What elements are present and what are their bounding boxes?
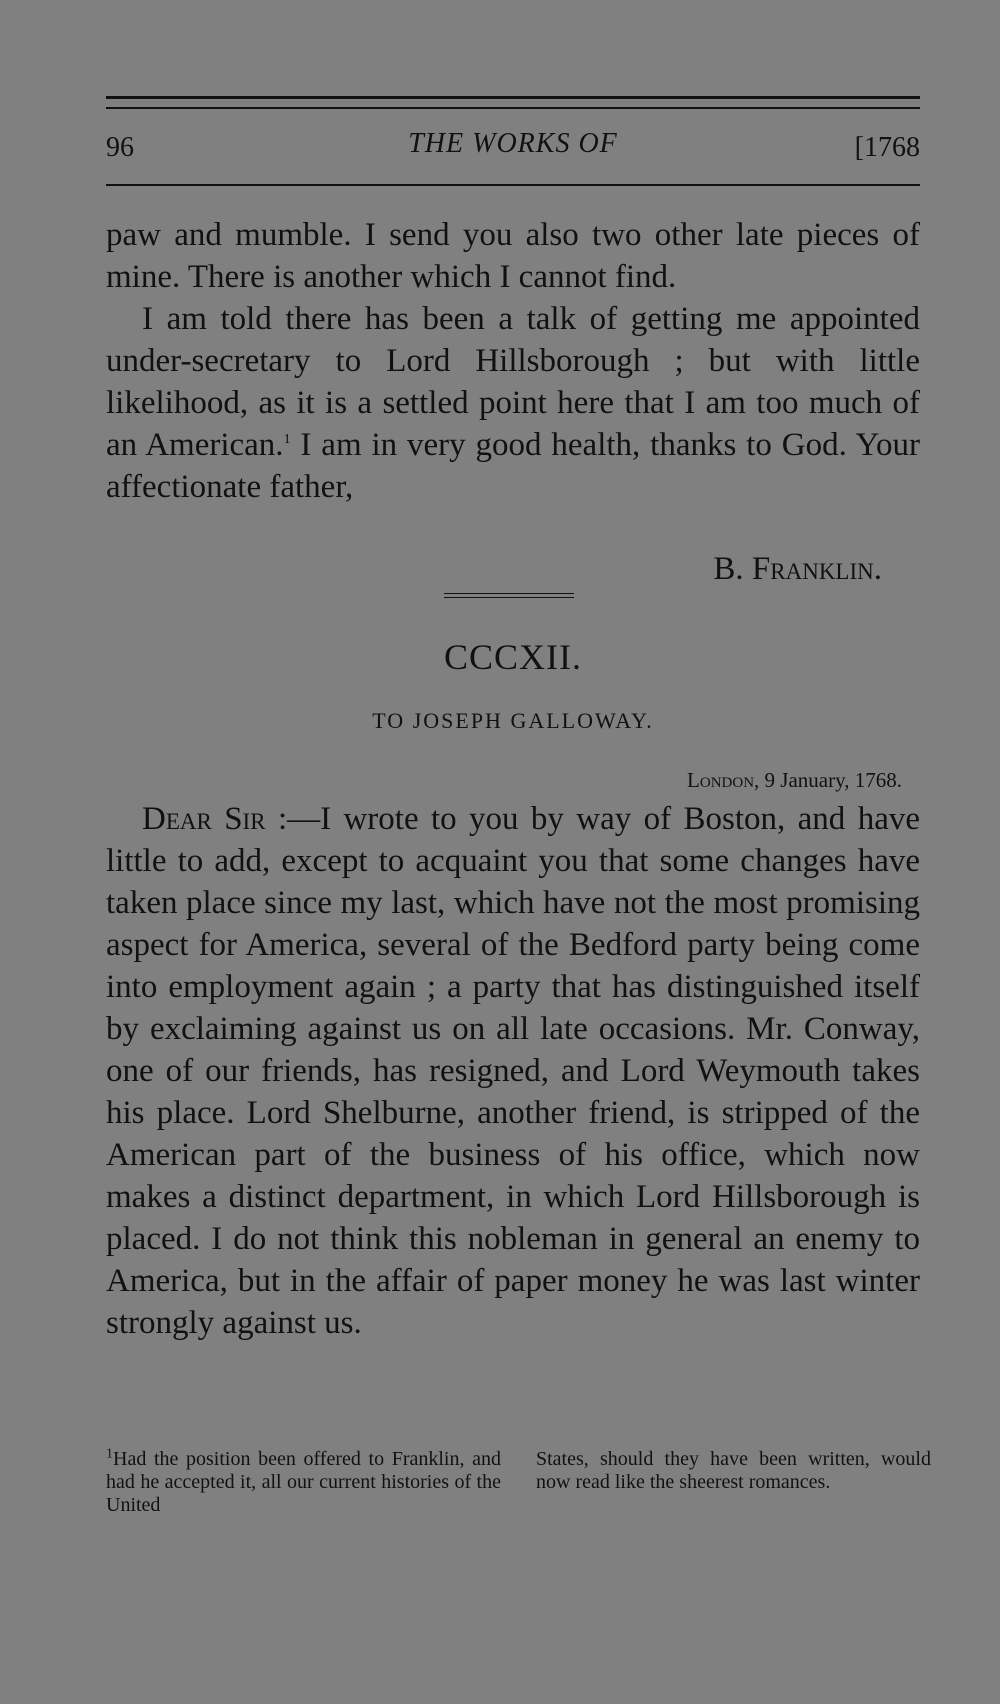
running-title: THE WORKS OF (408, 128, 618, 159)
running-header (106, 128, 920, 168)
paragraph (106, 298, 920, 508)
letter-recipient: TO JOSEPH GALLOWAY. (372, 708, 654, 733)
signature: B. Franklin. (713, 551, 882, 587)
footnote-marker: 1 (283, 432, 291, 447)
paragraph (106, 798, 920, 1344)
header-rule-top (106, 96, 920, 99)
running-year: [1768 (854, 132, 920, 163)
salutation: Dear Sir (142, 801, 266, 837)
section-divider (444, 593, 574, 601)
dateline (687, 768, 902, 793)
footnote-text: Had the position been offered to Franklin, and had he accepted it, all our current histories of the United (106, 1448, 501, 1516)
dateline-date: 9 January, 1768. (759, 768, 902, 792)
footnote-number: 1 (106, 1446, 113, 1462)
paragraph-text: I am told there has been a talk of getting me appointed under-secretary to Lord Hillsborough ; but with little likelihood, as it is a settled point here that I am too much of an American. (106, 301, 920, 463)
previous-letter-text (106, 214, 920, 508)
letter-number: CCCXII. (443, 637, 582, 677)
letter-body (106, 798, 920, 1344)
header-rule-second (106, 107, 920, 109)
footnote-column-left (106, 1448, 501, 1517)
footnote-column-right: States, should they have been written, would now read like the sheerest romances. (536, 1448, 931, 1493)
paragraph-text: I am in very good health, thanks to God. Your affectionate father, (106, 427, 920, 505)
paragraph: paw and mumble. I send you also two other late pieces of mine. There is another which I cannot find. (106, 217, 920, 295)
paragraph-text: :—I wrote to you by way of Boston, and have little to add, except to acquaint you that some changes have taken place since my last, which have not the most promising aspect for America, several of the Bedford party being come into employment again ; a party that has distinguished itself by exclaiming against us on all late occasions. Mr. Conway, one of our friends, has resigned, and Lord Weymouth takes his place. Lord Shelburne, another friend, is stripped of the American part of the business of his office, which now makes a distinct department, in which Lord Hillsborough is placed. I do not think this nobleman in general an enemy to America, but in the affair of paper money he was last winter strongly against us. (106, 801, 920, 1341)
dateline-place: London, (687, 768, 760, 792)
page-number: 96 (106, 132, 134, 163)
signature-name: Franklin. (751, 551, 882, 587)
header-rule-bottom (106, 184, 920, 186)
